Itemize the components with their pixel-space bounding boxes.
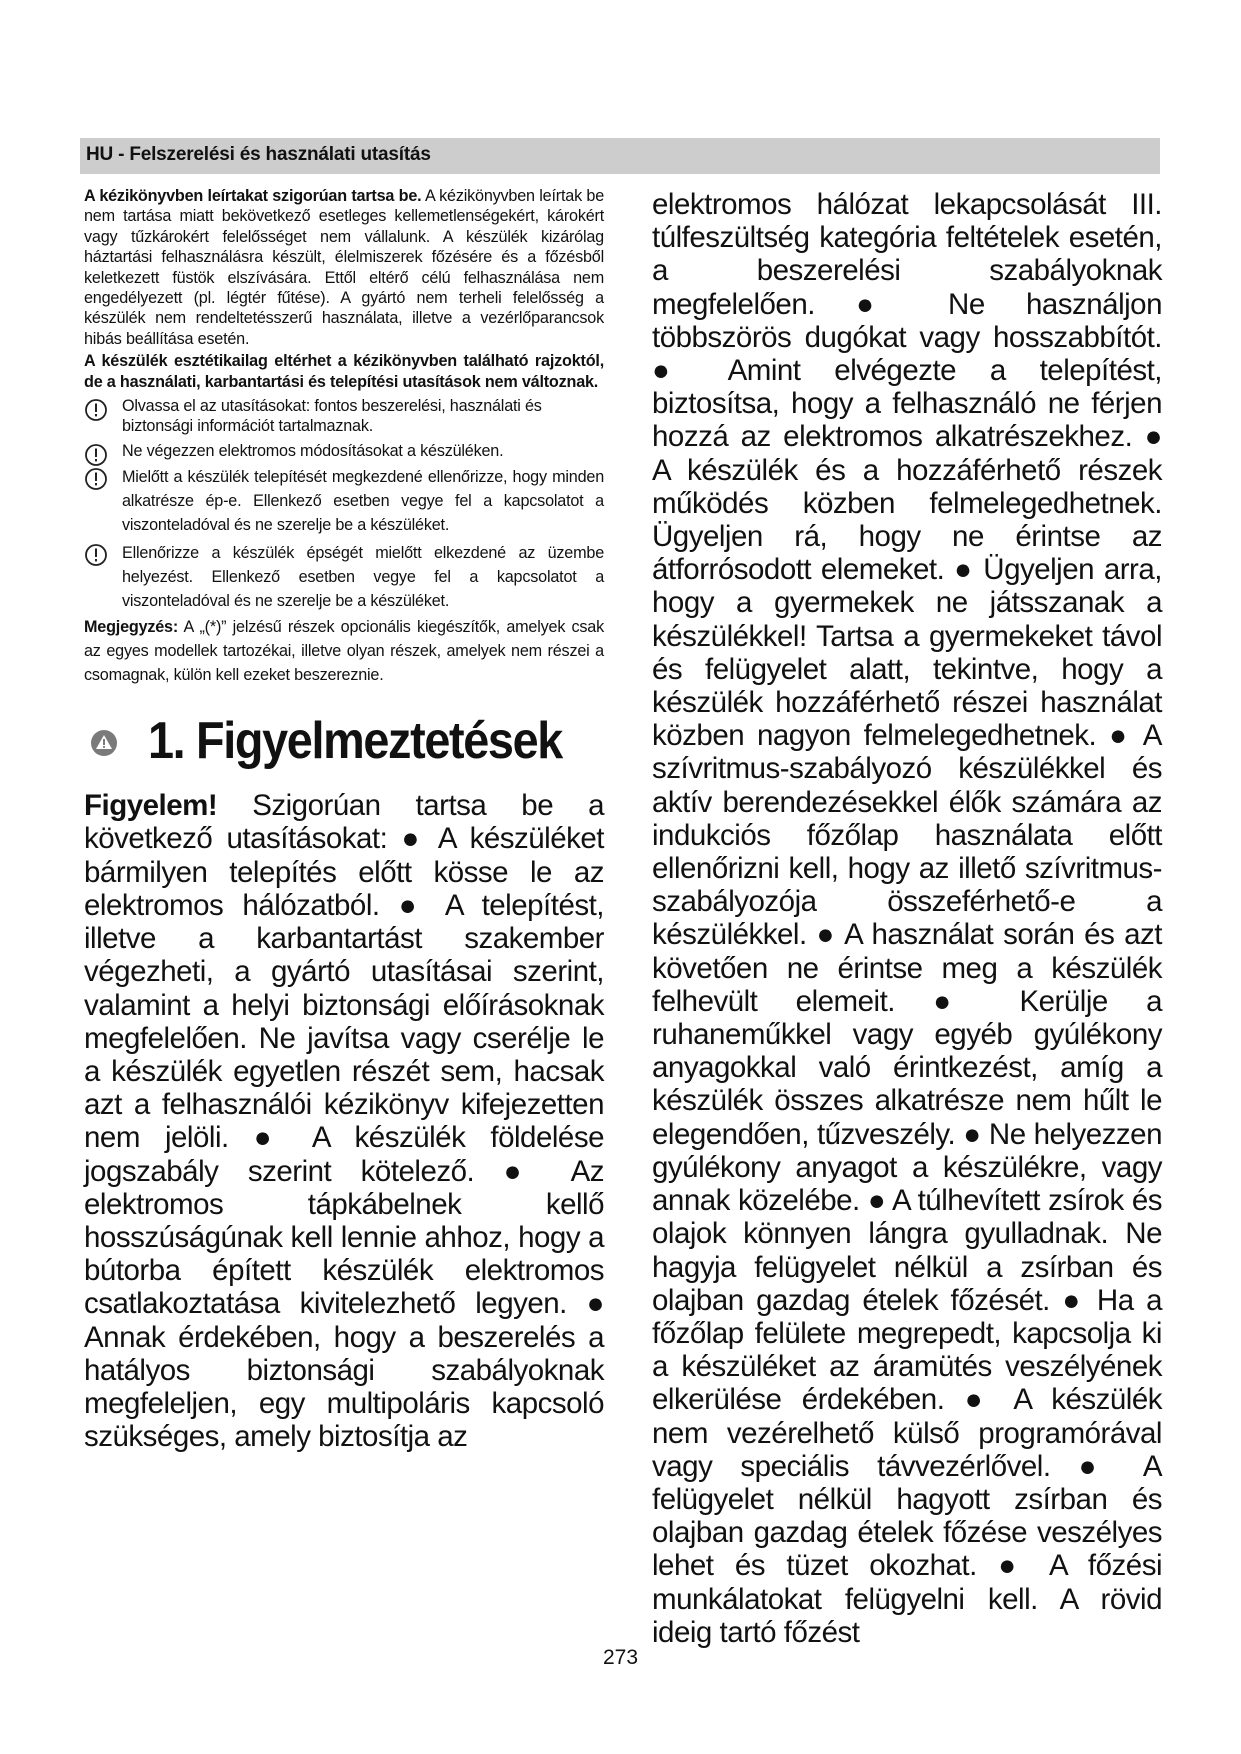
remark-text: A „(*)” jelzésű részek opcionális kiegészítők, amelyek csak az egyes modellek tartozékai, illetve olyan részek, amelyek nem részei a csomagnak, külön kell ezeket beszereznie. — [84, 618, 604, 685]
right-column — [652, 188, 1162, 1649]
note-item — [84, 441, 604, 461]
header-title: HU - Felszerelési és használati utasítás — [86, 144, 431, 165]
note-item — [84, 396, 604, 437]
intro-paragraph — [84, 186, 604, 349]
note-text: Ne végezzen elektromos módosításokat a készüléken. — [122, 441, 504, 460]
note-text: Ellenőrizze a készülék épségét mielőtt elkezdené az üzembe helyezést. Ellenkező esetben vegye fel a kapcsolatot a viszonteladóval és ne szerelje be a készüléket. — [122, 544, 604, 611]
warnings-body-left: Szigorúan tartsa be a következő utasításokat: ● A készüléket bármilyen telepítés előtt kösse le az elektromos hálózatból. ● A telepítést, illetve a karbantartást szakember végezheti, a gyártó utasításai szerint, valamint a helyi biztonsági előírásoknak megfelelően. Ne javítsa vagy cserélje le a készülék egyetlen részét sem, hacsak azt a felhasználói kézikönyv kifejezetten nem jelöli. ● A készülék földelése jogszabály szerint kötelező. ● Az elektromos tápkábelnek kellő hosszúságúnak kell lennie ahhoz, hogy a bútorba épített készülék elektromos csatlakoztatása kivitelezhető legyen. ● Annak érdekében, hogy a beszerelés a hatályos biztonsági szabályoknak megfeleljen, egy multipoláris kapcsoló szükséges, amely biztosítja az — [84, 789, 604, 1454]
info-circle-icon — [84, 443, 108, 467]
note-text: Olvassa el az utasításokat: fontos beszerelési, használati és biztonsági információt tartalmaznak. — [122, 397, 542, 436]
warnings-body-right: elektromos hálózat lekapcsolását III. túlfeszültség kategória feltételek esetén, a beszerelési szabályoknak megfelelően. ● Ne használjon többszörös dugókat vagy hosszabbítót. ● Amint elvégezte a telepítést, biztosítsa, hogy a felhasználó ne férjen hozzá az elektromos alkatrészekhez. ● A készülék és a hozzáférhető részek működés közben felmelegedhetnek. Ügyeljen rá, hogy ne érintse az átforrósodott elemeket. ● Ügyeljen arra, hogy a gyermekek ne játsszanak a készülékkel! Tartsa a gyermekeket távol és felügyelet alatt, tekintve, hogy a készülék hozzáférhető részei használat közben nagyon felmelegedhetnek. ● A szívritmus-szabályozó készülékkel és aktív berendezésekkel élők számára az indukciós főzőlap használata előtt ellenőrizni kell, hogy az illető szívritmus-szabályozója összeférhető-e a készülékkel. ● A használat során és azt követően ne érintse meg a készülék felhevült elemeit. ● Kerülje a ruhaneműkkel vagy egyéb gyúlékony anyagokkal való érintkezést, amíg a készülék összes alkatrésze nem hűlt le elegendően, tűzveszély. ● Ne helyezzen gyúlékony anyagot a készülékre, vagy annak közelébe. ● A túlhevített zsírok és olajok könnyen lángra gyulladnak. Ne hagyja felügyelet nélkül a zsírban és olajban gazdag ételek főzését. ● Ha a főzőlap felülete megrepedt, kapcsolja ki a készüléket az áramütés veszélyének elkerülése érdekében. ● A készülék nem vezérelhető külső programórával vagy speciális távvezérlővel. ● A felügyelet nélkül hagyott zsírban és olajban gazdag ételek főzése veszélyes lehet és tüzet okozhat. ● A főzési munkálatokat felügyelni kell. A rövid ideig tartó főzést — [652, 188, 1162, 1649]
remark-paragraph — [84, 615, 604, 687]
info-circle-icon — [84, 543, 108, 567]
left-column — [84, 186, 604, 1453]
warnings-left-text — [84, 789, 604, 1453]
page-number: 273 — [602, 1646, 639, 1669]
info-circle-icon — [84, 467, 108, 491]
section-title: 1. Figyelmeztetések — [148, 712, 562, 771]
intro-bold: A kézikönyvben leírtakat szigorúan tartsa be. — [84, 187, 422, 205]
warnings-lead: Figyelem! — [84, 789, 218, 823]
header-bar — [80, 138, 1160, 174]
intro-text: A kézikönyvben leírtak be nem tartása miatt bekövetkező esetleges kellemetlenségekért, károkért vagy tűzkárokért felelősséget nem vállalunk. A készülék kizárólag háztartási felhasználásra készült, élelmiszerek főzésére és a főzésből keletkezett füstök elszívására. Ettől eltérő célú felhasználása nem engedélyezett (pl. légtér fűtése). A gyártó nem terheli felelősség a készülék nem rendeltetésszerű használata, illetve a vezérlőparancsok hibás beállítása esetén. — [84, 187, 605, 348]
intro-bold-paragraph: A készülék esztétikailag eltérhet a kézikönyvben található rajzoktól, de a használati, karbantartási és telepítési utasítások nem változnak. — [84, 352, 604, 391]
section-heading — [84, 712, 604, 775]
note-item — [84, 465, 604, 537]
info-circle-icon — [84, 398, 108, 422]
note-text: Mielőtt a készülék telepítését megkezdené ellenőrizze, hogy minden alkatrésze ép-e. Ellenkező esetben vegye fel a kapcsolatot a viszonteladóval és ne szerelje be a készüléket. — [122, 468, 604, 535]
warning-icon — [90, 729, 118, 757]
remark-label: Megjegyzés: — [84, 618, 179, 637]
note-item — [84, 541, 604, 613]
